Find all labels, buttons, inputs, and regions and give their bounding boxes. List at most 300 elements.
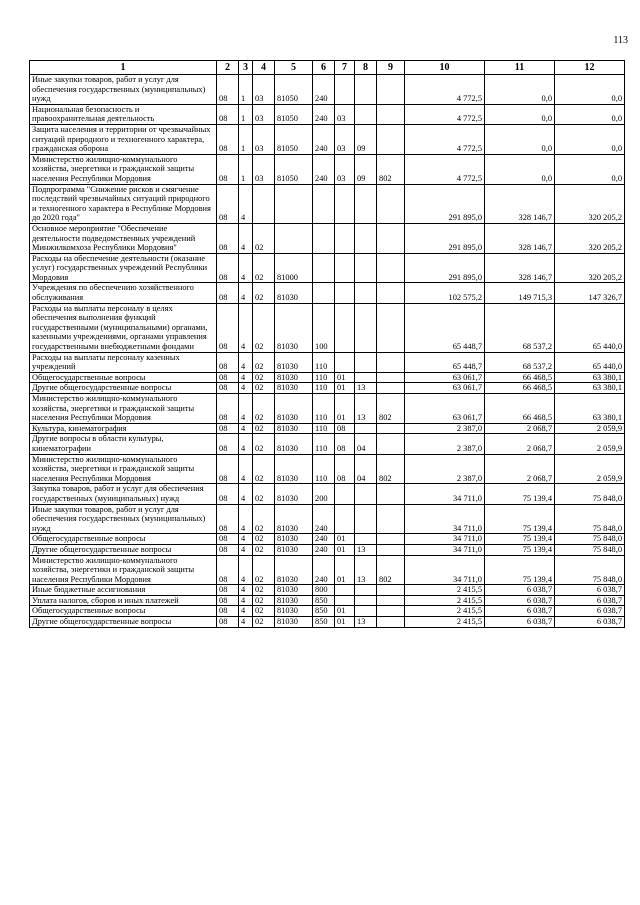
code-cell: 1 bbox=[239, 104, 253, 124]
row-name-cell: Расходы на выплаты персоналу в целях обеспечения выполнения функций государственными (муниципальными) органами, казенными учреждениями, органами управления государственными внебюджетными фондами bbox=[30, 303, 217, 352]
code-cell: 240 bbox=[313, 75, 335, 105]
code-cell bbox=[335, 484, 355, 504]
code-cell bbox=[377, 372, 405, 383]
value-cell: 149 715,3 bbox=[485, 283, 555, 303]
code-cell: 08 bbox=[217, 555, 239, 585]
code-cell bbox=[355, 75, 377, 105]
code-cell: 4 bbox=[239, 383, 253, 394]
row-name-cell: Другие вопросы в области культуры, кинематографии bbox=[30, 434, 217, 454]
code-cell: 240 bbox=[313, 154, 335, 184]
code-cell: 110 bbox=[313, 423, 335, 434]
code-cell: 4 bbox=[239, 595, 253, 606]
code-cell bbox=[355, 303, 377, 352]
row-name-cell: Основное мероприятие "Обеспечение деятельности подведомственных учреждений Минжилкомхоза Республики Мордовия" bbox=[30, 223, 217, 253]
code-cell bbox=[355, 104, 377, 124]
value-cell: 63 061,7 bbox=[405, 383, 485, 394]
code-cell: 03 bbox=[335, 124, 355, 154]
code-cell: 802 bbox=[377, 154, 405, 184]
value-cell: 6 038,7 bbox=[555, 585, 625, 596]
code-cell bbox=[355, 606, 377, 617]
value-cell: 65 440,0 bbox=[555, 303, 625, 352]
code-cell bbox=[355, 595, 377, 606]
table-row bbox=[30, 372, 625, 383]
code-cell: 802 bbox=[377, 454, 405, 484]
code-cell bbox=[335, 184, 355, 223]
code-cell: 81030 bbox=[275, 434, 313, 454]
code-cell: 110 bbox=[313, 383, 335, 394]
code-cell bbox=[377, 124, 405, 154]
value-cell: 2 415,5 bbox=[405, 585, 485, 596]
value-cell: 320 205,2 bbox=[555, 253, 625, 283]
code-cell: 850 bbox=[313, 617, 335, 628]
value-cell: 75 848,0 bbox=[555, 484, 625, 504]
value-cell: 75 139,4 bbox=[485, 555, 555, 585]
value-cell: 102 575,2 bbox=[405, 283, 485, 303]
code-cell: 03 bbox=[253, 154, 275, 184]
code-cell: 01 bbox=[335, 617, 355, 628]
code-cell: 01 bbox=[335, 606, 355, 617]
row-name-cell: Министерство жилищно-коммунального хозяйства, энергетики и гражданской защиты населения Республики Мордовия bbox=[30, 555, 217, 585]
value-cell: 6 038,7 bbox=[485, 617, 555, 628]
table-row bbox=[30, 423, 625, 434]
code-cell: 02 bbox=[253, 372, 275, 383]
code-cell bbox=[377, 104, 405, 124]
code-cell bbox=[355, 423, 377, 434]
row-name-cell: Общегосударственные вопросы bbox=[30, 534, 217, 545]
code-cell bbox=[377, 423, 405, 434]
header-cell: 3 bbox=[239, 61, 253, 75]
row-name-cell: Уплата налогов, сборов и иных платежей bbox=[30, 595, 217, 606]
value-cell: 2 415,5 bbox=[405, 606, 485, 617]
code-cell: 08 bbox=[217, 504, 239, 534]
code-cell bbox=[313, 223, 335, 253]
code-cell: 01 bbox=[335, 544, 355, 555]
code-cell: 03 bbox=[253, 104, 275, 124]
code-cell: 08 bbox=[217, 617, 239, 628]
code-cell: 08 bbox=[335, 454, 355, 484]
code-cell bbox=[355, 253, 377, 283]
code-cell: 81030 bbox=[275, 555, 313, 585]
code-cell: 02 bbox=[253, 585, 275, 596]
value-cell: 4 772,5 bbox=[405, 75, 485, 105]
row-name-cell: Министерство жилищно-коммунального хозяйства, энергетики и гражданской защиты населения Республики Мордовия bbox=[30, 454, 217, 484]
code-cell: 08 bbox=[217, 223, 239, 253]
header-cell: 4 bbox=[253, 61, 275, 75]
value-cell: 320 205,2 bbox=[555, 223, 625, 253]
code-cell: 81030 bbox=[275, 606, 313, 617]
value-cell: 34 711,0 bbox=[405, 555, 485, 585]
code-cell bbox=[355, 184, 377, 223]
value-cell: 291 895,0 bbox=[405, 223, 485, 253]
row-name-cell: Общегосударственные вопросы bbox=[30, 606, 217, 617]
code-cell: 1 bbox=[239, 154, 253, 184]
value-cell: 75 139,4 bbox=[485, 504, 555, 534]
code-cell: 09 bbox=[355, 124, 377, 154]
code-cell: 02 bbox=[253, 303, 275, 352]
code-cell: 03 bbox=[253, 75, 275, 105]
code-cell bbox=[377, 544, 405, 555]
value-cell: 2 059,9 bbox=[555, 434, 625, 454]
row-name-cell: Расходы на обеспечение деятельности (оказание услуг) государственных учреждений Республики Мордовия bbox=[30, 253, 217, 283]
code-cell: 08 bbox=[217, 434, 239, 454]
row-name-cell: Национальная безопасность и правоохранительная деятельность bbox=[30, 104, 217, 124]
code-cell bbox=[355, 283, 377, 303]
code-cell: 81030 bbox=[275, 394, 313, 424]
code-cell bbox=[355, 484, 377, 504]
code-cell: 13 bbox=[355, 383, 377, 394]
row-name-cell: Расходы на выплаты персоналу казенных учреждений bbox=[30, 352, 217, 372]
value-cell: 63 380,1 bbox=[555, 394, 625, 424]
code-cell: 1 bbox=[239, 124, 253, 154]
value-cell: 2 415,5 bbox=[405, 595, 485, 606]
code-cell: 81050 bbox=[275, 75, 313, 105]
code-cell bbox=[377, 352, 405, 372]
code-cell bbox=[355, 534, 377, 545]
value-cell: 75 139,4 bbox=[485, 484, 555, 504]
code-cell: 08 bbox=[217, 595, 239, 606]
value-cell: 66 468,5 bbox=[485, 383, 555, 394]
value-cell: 4 772,5 bbox=[405, 154, 485, 184]
value-cell: 2 387,0 bbox=[405, 423, 485, 434]
code-cell: 08 bbox=[217, 423, 239, 434]
table-row bbox=[30, 283, 625, 303]
table-body bbox=[30, 75, 625, 628]
code-cell: 81030 bbox=[275, 283, 313, 303]
code-cell bbox=[275, 223, 313, 253]
value-cell: 75 848,0 bbox=[555, 534, 625, 545]
code-cell bbox=[377, 383, 405, 394]
code-cell bbox=[377, 223, 405, 253]
code-cell: 04 bbox=[355, 434, 377, 454]
code-cell: 81030 bbox=[275, 303, 313, 352]
code-cell: 01 bbox=[335, 383, 355, 394]
row-name-cell: Подпрограмма "Снижение рисков и смягчение последствий чрезвычайных ситуаций природного и техногенного характера в Республике Мордовия до 2020 года" bbox=[30, 184, 217, 223]
code-cell: 100 bbox=[313, 303, 335, 352]
code-cell: 09 bbox=[355, 154, 377, 184]
page-number: 113 bbox=[613, 35, 628, 46]
row-name-cell: Другие общегосударственные вопросы bbox=[30, 383, 217, 394]
code-cell: 02 bbox=[253, 253, 275, 283]
budget-table bbox=[29, 60, 625, 628]
code-cell: 08 bbox=[335, 423, 355, 434]
value-cell: 2 059,9 bbox=[555, 454, 625, 484]
code-cell: 08 bbox=[217, 253, 239, 283]
code-cell: 240 bbox=[313, 124, 335, 154]
row-name-cell: Министерство жилищно-коммунального хозяйства, энергетики и гражданской защиты населения Республики Мордовия bbox=[30, 154, 217, 184]
value-cell: 6 038,7 bbox=[555, 617, 625, 628]
value-cell: 0,0 bbox=[485, 124, 555, 154]
value-cell: 6 038,7 bbox=[485, 585, 555, 596]
code-cell: 240 bbox=[313, 555, 335, 585]
code-cell: 08 bbox=[217, 184, 239, 223]
value-cell: 66 468,5 bbox=[485, 394, 555, 424]
code-cell: 200 bbox=[313, 484, 335, 504]
value-cell: 66 468,5 bbox=[485, 372, 555, 383]
table-row bbox=[30, 352, 625, 372]
code-cell: 02 bbox=[253, 595, 275, 606]
code-cell: 81030 bbox=[275, 484, 313, 504]
code-cell bbox=[335, 303, 355, 352]
code-cell bbox=[335, 253, 355, 283]
value-cell: 328 146,7 bbox=[485, 253, 555, 283]
code-cell: 01 bbox=[335, 534, 355, 545]
code-cell bbox=[253, 184, 275, 223]
code-cell bbox=[377, 534, 405, 545]
code-cell: 08 bbox=[217, 124, 239, 154]
value-cell: 291 895,0 bbox=[405, 253, 485, 283]
value-cell: 2 068,7 bbox=[485, 454, 555, 484]
code-cell: 110 bbox=[313, 372, 335, 383]
value-cell: 2 059,9 bbox=[555, 423, 625, 434]
value-cell: 2 387,0 bbox=[405, 454, 485, 484]
code-cell: 01 bbox=[335, 372, 355, 383]
code-cell: 110 bbox=[313, 454, 335, 484]
value-cell: 68 537,2 bbox=[485, 352, 555, 372]
code-cell: 02 bbox=[253, 544, 275, 555]
code-cell: 4 bbox=[239, 454, 253, 484]
code-cell: 08 bbox=[217, 606, 239, 617]
value-cell: 6 038,7 bbox=[555, 595, 625, 606]
value-cell: 75 848,0 bbox=[555, 555, 625, 585]
code-cell: 850 bbox=[313, 595, 335, 606]
code-cell: 240 bbox=[313, 544, 335, 555]
code-cell bbox=[377, 484, 405, 504]
code-cell: 81030 bbox=[275, 534, 313, 545]
code-cell bbox=[335, 585, 355, 596]
code-cell: 4 bbox=[239, 303, 253, 352]
value-cell: 34 711,0 bbox=[405, 544, 485, 555]
table-row bbox=[30, 184, 625, 223]
value-cell: 65 448,7 bbox=[405, 303, 485, 352]
code-cell: 4 bbox=[239, 484, 253, 504]
code-cell: 110 bbox=[313, 434, 335, 454]
code-cell: 4 bbox=[239, 394, 253, 424]
code-cell: 02 bbox=[253, 283, 275, 303]
code-cell: 240 bbox=[313, 504, 335, 534]
row-name-cell: Другие общегосударственные вопросы bbox=[30, 544, 217, 555]
code-cell: 02 bbox=[253, 383, 275, 394]
table-row bbox=[30, 504, 625, 534]
table-row bbox=[30, 223, 625, 253]
code-cell bbox=[275, 184, 313, 223]
code-cell: 800 bbox=[313, 585, 335, 596]
code-cell: 81000 bbox=[275, 253, 313, 283]
table-row bbox=[30, 454, 625, 484]
value-cell: 63 061,7 bbox=[405, 394, 485, 424]
code-cell bbox=[377, 606, 405, 617]
table-row bbox=[30, 303, 625, 352]
code-cell: 02 bbox=[253, 534, 275, 545]
code-cell: 4 bbox=[239, 223, 253, 253]
value-cell: 6 038,7 bbox=[485, 595, 555, 606]
code-cell: 4 bbox=[239, 253, 253, 283]
code-cell bbox=[355, 372, 377, 383]
code-cell: 08 bbox=[217, 372, 239, 383]
code-cell: 04 bbox=[355, 454, 377, 484]
table-row bbox=[30, 595, 625, 606]
code-cell bbox=[377, 504, 405, 534]
header-cell: 12 bbox=[555, 61, 625, 75]
table-row bbox=[30, 555, 625, 585]
value-cell: 34 711,0 bbox=[405, 484, 485, 504]
table-row bbox=[30, 75, 625, 105]
code-cell: 110 bbox=[313, 394, 335, 424]
value-cell: 291 895,0 bbox=[405, 184, 485, 223]
value-cell: 65 440,0 bbox=[555, 352, 625, 372]
value-cell: 4 772,5 bbox=[405, 124, 485, 154]
header-row bbox=[30, 61, 625, 75]
code-cell: 850 bbox=[313, 606, 335, 617]
value-cell: 4 772,5 bbox=[405, 104, 485, 124]
value-cell: 0,0 bbox=[555, 154, 625, 184]
table-row bbox=[30, 617, 625, 628]
code-cell: 13 bbox=[355, 394, 377, 424]
code-cell: 08 bbox=[217, 154, 239, 184]
code-cell: 81030 bbox=[275, 595, 313, 606]
code-cell: 1 bbox=[239, 75, 253, 105]
code-cell: 08 bbox=[217, 454, 239, 484]
code-cell bbox=[335, 352, 355, 372]
header-cell: 5 bbox=[275, 61, 313, 75]
code-cell: 4 bbox=[239, 352, 253, 372]
value-cell: 63 380,1 bbox=[555, 372, 625, 383]
code-cell: 802 bbox=[377, 555, 405, 585]
code-cell: 01 bbox=[335, 394, 355, 424]
code-cell bbox=[313, 283, 335, 303]
table-row bbox=[30, 124, 625, 154]
code-cell: 4 bbox=[239, 372, 253, 383]
code-cell: 4 bbox=[239, 555, 253, 585]
code-cell: 08 bbox=[217, 352, 239, 372]
code-cell: 08 bbox=[217, 104, 239, 124]
header-cell: 9 bbox=[377, 61, 405, 75]
row-name-cell: Министерство жилищно-коммунального хозяйства, энергетики и гражданской защиты населения Республики Мордовия bbox=[30, 394, 217, 424]
code-cell: 110 bbox=[313, 352, 335, 372]
code-cell: 08 bbox=[217, 75, 239, 105]
table-row bbox=[30, 534, 625, 545]
code-cell: 02 bbox=[253, 394, 275, 424]
code-cell bbox=[313, 253, 335, 283]
code-cell: 02 bbox=[253, 606, 275, 617]
table-row bbox=[30, 383, 625, 394]
header-cell: 2 bbox=[217, 61, 239, 75]
code-cell: 81030 bbox=[275, 585, 313, 596]
code-cell: 4 bbox=[239, 423, 253, 434]
code-cell: 08 bbox=[217, 283, 239, 303]
code-cell: 08 bbox=[217, 544, 239, 555]
value-cell: 0,0 bbox=[485, 75, 555, 105]
code-cell: 4 bbox=[239, 283, 253, 303]
table-row bbox=[30, 585, 625, 596]
code-cell: 02 bbox=[253, 555, 275, 585]
value-cell: 0,0 bbox=[485, 154, 555, 184]
code-cell bbox=[377, 303, 405, 352]
code-cell: 02 bbox=[253, 434, 275, 454]
value-cell: 320 205,2 bbox=[555, 184, 625, 223]
code-cell: 802 bbox=[377, 394, 405, 424]
code-cell bbox=[377, 585, 405, 596]
code-cell: 02 bbox=[253, 454, 275, 484]
code-cell: 03 bbox=[335, 154, 355, 184]
code-cell: 4 bbox=[239, 544, 253, 555]
value-cell: 75 848,0 bbox=[555, 504, 625, 534]
code-cell: 81030 bbox=[275, 372, 313, 383]
value-cell: 75 848,0 bbox=[555, 544, 625, 555]
code-cell bbox=[313, 184, 335, 223]
code-cell: 08 bbox=[217, 383, 239, 394]
code-cell bbox=[377, 617, 405, 628]
code-cell bbox=[355, 504, 377, 534]
table-row bbox=[30, 104, 625, 124]
value-cell: 0,0 bbox=[485, 104, 555, 124]
code-cell bbox=[335, 504, 355, 534]
row-name-cell: Иные закупки товаров, работ и услуг для обеспечения государственных (муниципальных) нужд bbox=[30, 75, 217, 105]
code-cell: 08 bbox=[217, 303, 239, 352]
code-cell: 02 bbox=[253, 223, 275, 253]
header-cell: 1 bbox=[30, 61, 217, 75]
code-cell: 02 bbox=[253, 617, 275, 628]
table-row bbox=[30, 484, 625, 504]
code-cell: 03 bbox=[253, 124, 275, 154]
row-name-cell: Учреждения по обеспечению хозяйственного обслуживания bbox=[30, 283, 217, 303]
table-row bbox=[30, 606, 625, 617]
code-cell: 08 bbox=[217, 394, 239, 424]
row-name-cell: Иные бюджетные ассигнования bbox=[30, 585, 217, 596]
value-cell: 65 448,7 bbox=[405, 352, 485, 372]
value-cell: 6 038,7 bbox=[485, 606, 555, 617]
code-cell: 4 bbox=[239, 434, 253, 454]
code-cell bbox=[355, 585, 377, 596]
value-cell: 75 139,4 bbox=[485, 544, 555, 555]
code-cell: 81030 bbox=[275, 352, 313, 372]
code-cell bbox=[355, 223, 377, 253]
value-cell: 2 387,0 bbox=[405, 434, 485, 454]
code-cell bbox=[377, 75, 405, 105]
row-name-cell: Другие общегосударственные вопросы bbox=[30, 617, 217, 628]
value-cell: 328 146,7 bbox=[485, 223, 555, 253]
code-cell bbox=[335, 595, 355, 606]
value-cell: 2 068,7 bbox=[485, 434, 555, 454]
code-cell: 4 bbox=[239, 585, 253, 596]
code-cell: 240 bbox=[313, 534, 335, 545]
value-cell: 63 380,1 bbox=[555, 383, 625, 394]
table-row bbox=[30, 154, 625, 184]
header-cell: 8 bbox=[355, 61, 377, 75]
header-cell: 11 bbox=[485, 61, 555, 75]
code-cell: 4 bbox=[239, 606, 253, 617]
code-cell: 08 bbox=[217, 585, 239, 596]
code-cell: 13 bbox=[355, 544, 377, 555]
value-cell: 6 038,7 bbox=[555, 606, 625, 617]
header-cell: 10 bbox=[405, 61, 485, 75]
code-cell bbox=[377, 434, 405, 454]
code-cell: 81030 bbox=[275, 617, 313, 628]
row-name-cell: Общегосударственные вопросы bbox=[30, 372, 217, 383]
code-cell bbox=[377, 184, 405, 223]
row-name-cell: Закупка товаров, работ и услуг для обеспечения государственных (муниципальных) нужд bbox=[30, 484, 217, 504]
value-cell: 34 711,0 bbox=[405, 534, 485, 545]
code-cell: 81030 bbox=[275, 544, 313, 555]
table-row bbox=[30, 434, 625, 454]
code-cell: 4 bbox=[239, 504, 253, 534]
table-row bbox=[30, 544, 625, 555]
value-cell: 328 146,7 bbox=[485, 184, 555, 223]
code-cell: 81030 bbox=[275, 454, 313, 484]
row-name-cell: Культура, кинематография bbox=[30, 423, 217, 434]
value-cell: 63 061,7 bbox=[405, 372, 485, 383]
code-cell: 08 bbox=[217, 534, 239, 545]
code-cell: 4 bbox=[239, 534, 253, 545]
